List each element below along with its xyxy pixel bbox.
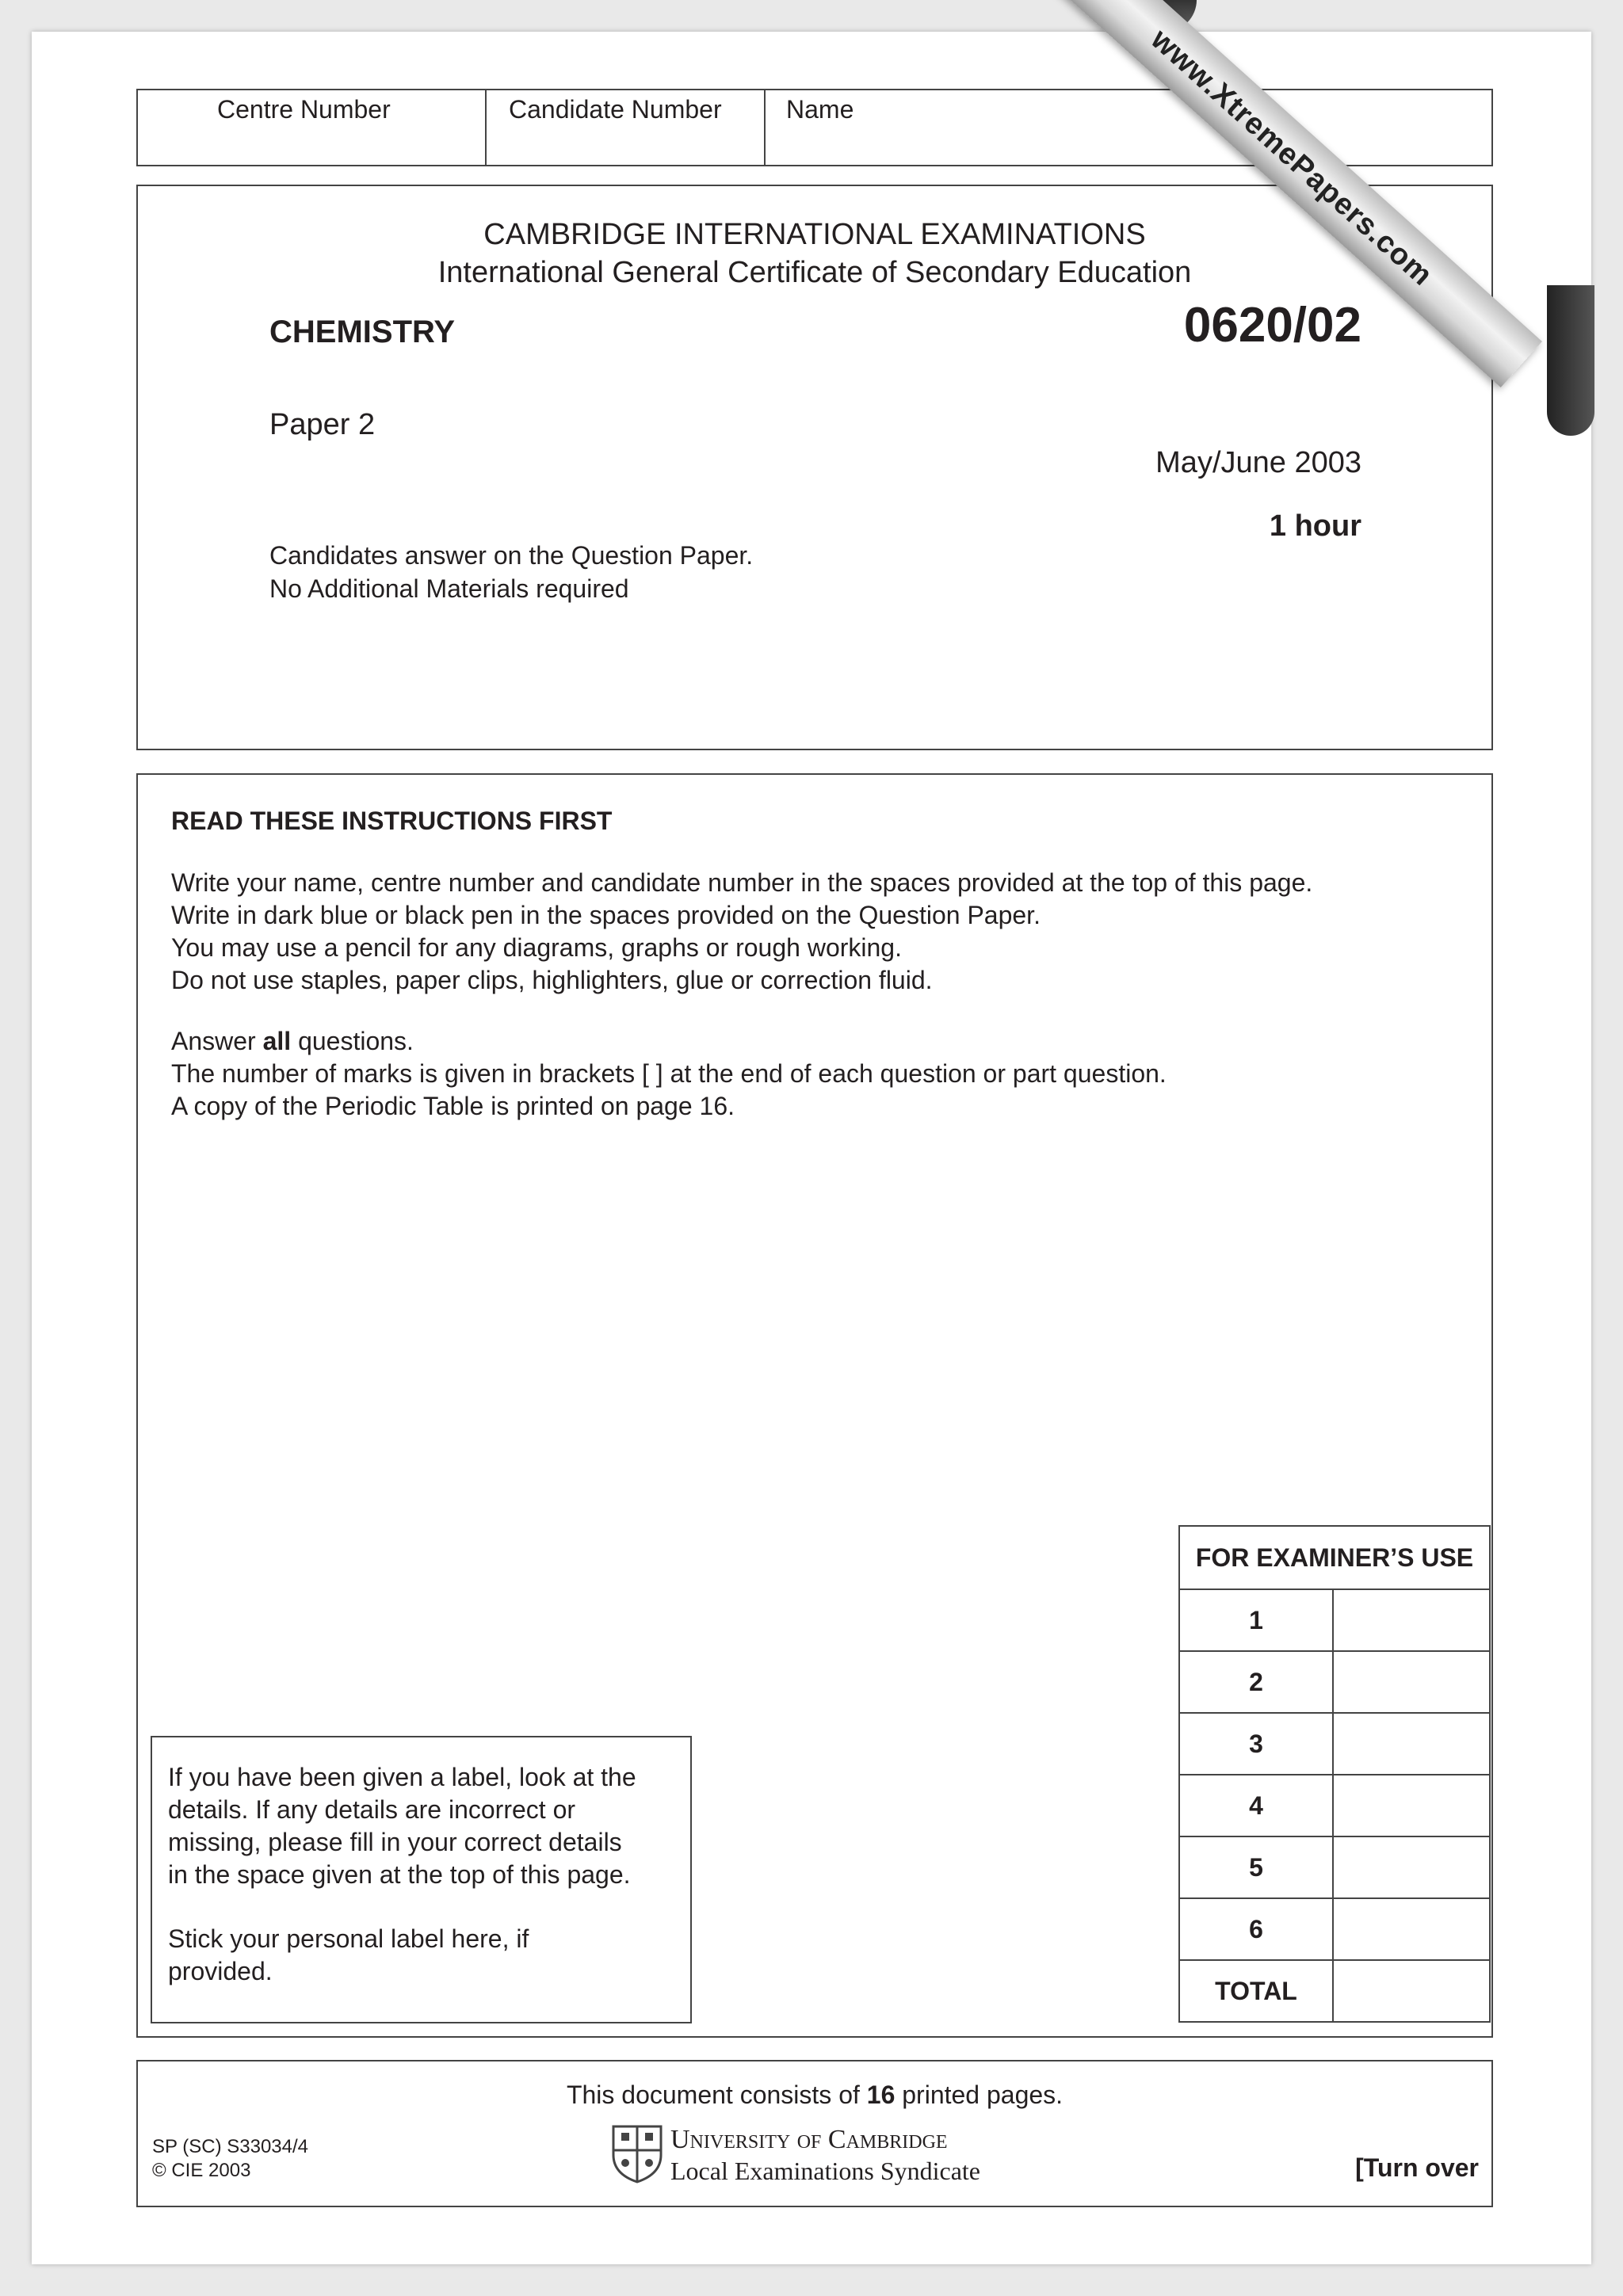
label-instruction-line: missing, please fill in your correct details (168, 1828, 622, 1856)
subject-title: CHEMISTRY (269, 315, 456, 349)
name-label: Name (786, 95, 854, 124)
total-mark-cell (1333, 1960, 1490, 2022)
periodic-table-line: A copy of the Periodic Table is printed on page 16. (171, 1092, 735, 1120)
materials-line-1: Candidates answer on the Question Paper. (269, 541, 754, 570)
instruction-line: Do not use staples, paper clips, highlighters, glue or correction fluid. (171, 966, 933, 994)
answer-all-emphasis: all (262, 1027, 292, 1055)
label-instruction-line: in the space given at the top of this page. (168, 1860, 631, 1889)
header-divider (764, 90, 766, 165)
label-instruction-line: If you have been given a label, look at the (168, 1763, 636, 1791)
mark-cell (1333, 1589, 1490, 1651)
label-instruction-line: details. If any details are incorrect or (168, 1795, 576, 1824)
answer-all-line (171, 1027, 414, 1056)
centre-number-label: Centre Number (217, 95, 391, 124)
exam-board: CAMBRIDGE INTERNATIONAL EXAMINATIONS (483, 218, 1146, 251)
mark-cell (1333, 1775, 1490, 1836)
question-number: 4 (1179, 1775, 1333, 1836)
answer-suffix: questions. (291, 1027, 414, 1055)
page-count-number: 16 (866, 2081, 896, 2109)
page-count-suffix: printed pages. (895, 2081, 1064, 2109)
question-number: 5 (1179, 1836, 1333, 1898)
syndicate-name: Local Examinations Syndicate (670, 2157, 980, 2185)
exam-duration: 1 hour (1269, 509, 1361, 543)
ribbon-fold-tail (1547, 285, 1594, 436)
mark-cell (1333, 1898, 1490, 1960)
mark-cell (1333, 1836, 1490, 1898)
exam-cover-page (32, 32, 1591, 2264)
copyright: © CIE 2003 (152, 2160, 251, 2181)
examiners-use-table (1178, 1525, 1491, 2023)
instructions-heading: READ THESE INSTRUCTIONS FIRST (171, 807, 613, 835)
qualification: International General Certificate of Secondary Education (437, 256, 1192, 289)
stick-label-line: Stick your personal label here, if (168, 1924, 529, 1953)
examiners-use-heading: FOR EXAMINER’S USE (1179, 1526, 1490, 1589)
watermark-text: www.XtremePapers.com (1144, 22, 1440, 292)
materials-line-2: No Additional Materials required (269, 574, 629, 603)
instruction-line: You may use a pencil for any diagrams, graphs or rough working. (171, 933, 902, 962)
stick-label-line: provided. (168, 1957, 273, 1985)
mark-cell (1333, 1651, 1490, 1713)
turn-over: [Turn over (1355, 2153, 1479, 2182)
cover-info-box (136, 185, 1493, 750)
cambridge-crest-icon (610, 2123, 664, 2183)
university-name: University of Cambridge (670, 2125, 948, 2154)
document-reference: SP (SC) S33034/4 (152, 2136, 309, 2157)
paper-code: 0620/02 (1183, 298, 1361, 353)
question-number: 2 (1179, 1651, 1333, 1713)
question-number: 1 (1179, 1589, 1333, 1651)
paper-number: Paper 2 (269, 408, 376, 441)
exam-session: May/June 2003 (1155, 446, 1361, 479)
personal-label-box (151, 1736, 692, 2023)
question-number: 6 (1179, 1898, 1333, 1960)
page-count (138, 2081, 1491, 2110)
header-divider (485, 90, 487, 165)
instruction-line: Write your name, centre number and candidate number in the spaces provided at the top of this page. (171, 868, 1313, 897)
total-label: TOTAL (1179, 1960, 1333, 2022)
footer-box (136, 2060, 1493, 2207)
answer-prefix: Answer (171, 1027, 263, 1055)
question-number: 3 (1179, 1713, 1333, 1775)
mark-cell (1333, 1713, 1490, 1775)
marks-line: The number of marks is given in brackets [ ] at the end of each question or part question. (171, 1059, 1167, 1088)
page-count-prefix: This document consists of (566, 2081, 867, 2109)
instruction-line: Write in dark blue or black pen in the spaces provided on the Question Paper. (171, 901, 1041, 929)
candidate-number-label: Candidate Number (509, 95, 722, 124)
